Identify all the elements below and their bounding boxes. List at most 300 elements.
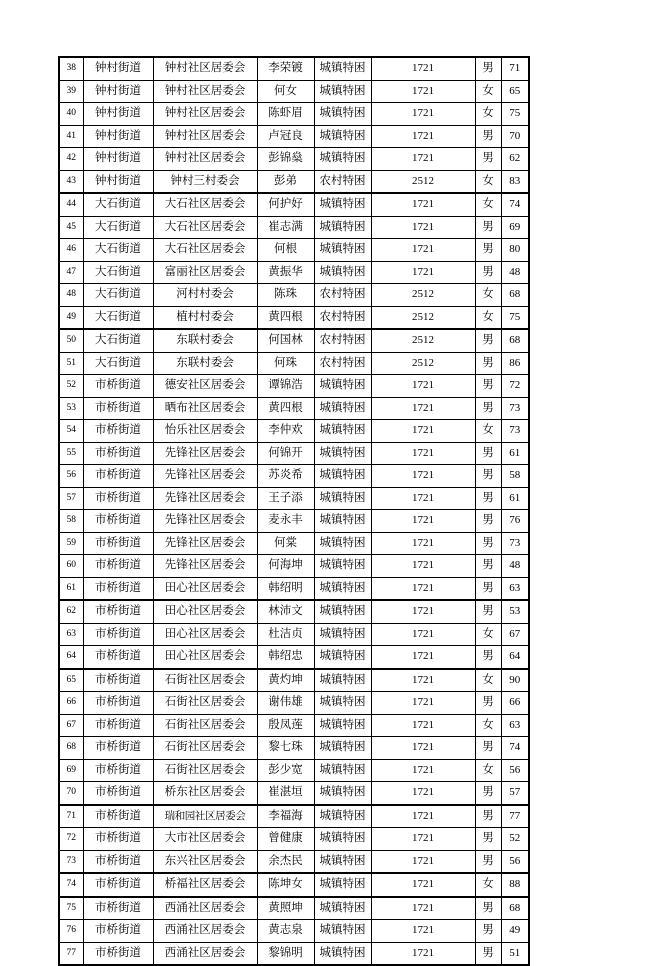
- row-index-cell: 70: [59, 782, 83, 805]
- person-name-cell: 彭弟: [257, 170, 314, 193]
- amount-cell: 1721: [371, 942, 475, 965]
- table-row: [59, 782, 529, 805]
- person-name-cell: 韩绍忠: [257, 646, 314, 669]
- street-cell: 大石街道: [83, 193, 153, 216]
- category-cell: 城镇特困: [314, 193, 371, 216]
- age-cell: 63: [501, 714, 529, 737]
- person-name-cell: 李仲欢: [257, 420, 314, 443]
- row-index-cell: 55: [59, 442, 83, 465]
- gender-cell: 女: [475, 623, 501, 646]
- row-index-cell: 62: [59, 600, 83, 623]
- table-row: [59, 103, 529, 126]
- age-cell: 74: [501, 193, 529, 216]
- street-cell: 市桥街道: [83, 669, 153, 692]
- gender-cell: 男: [475, 442, 501, 465]
- table-row: [59, 57, 529, 80]
- amount-cell: 1721: [371, 669, 475, 692]
- age-cell: 66: [501, 692, 529, 715]
- gender-cell: 女: [475, 759, 501, 782]
- gender-cell: 男: [475, 646, 501, 669]
- category-cell: 农村特困: [314, 352, 371, 375]
- amount-cell: 1721: [371, 850, 475, 873]
- row-index-cell: 54: [59, 420, 83, 443]
- community-cell: 晒布社区居委会: [153, 397, 257, 420]
- community-cell: 先锋社区居委会: [153, 532, 257, 555]
- row-index-cell: 43: [59, 170, 83, 193]
- person-name-cell: 李福海: [257, 805, 314, 828]
- community-cell: 田心社区居委会: [153, 646, 257, 669]
- amount-cell: 2512: [371, 329, 475, 352]
- table-row: [59, 465, 529, 488]
- table-row: [59, 375, 529, 398]
- row-index-cell: 42: [59, 148, 83, 171]
- amount-cell: 1721: [371, 193, 475, 216]
- row-index-cell: 69: [59, 759, 83, 782]
- street-cell: 市桥街道: [83, 828, 153, 851]
- row-index-cell: 59: [59, 532, 83, 555]
- person-name-cell: 卢冠良: [257, 125, 314, 148]
- community-cell: 石街社区居委会: [153, 669, 257, 692]
- row-index-cell: 41: [59, 125, 83, 148]
- street-cell: 市桥街道: [83, 897, 153, 920]
- table-row: [59, 193, 529, 216]
- category-cell: 城镇特困: [314, 714, 371, 737]
- age-cell: 53: [501, 600, 529, 623]
- street-cell: 大石街道: [83, 216, 153, 239]
- person-name-cell: 杜洁贞: [257, 623, 314, 646]
- age-cell: 72: [501, 375, 529, 398]
- age-cell: 56: [501, 850, 529, 873]
- street-cell: 市桥街道: [83, 942, 153, 965]
- category-cell: 城镇特困: [314, 897, 371, 920]
- community-cell: 钟村社区居委会: [153, 125, 257, 148]
- amount-cell: 1721: [371, 420, 475, 443]
- table-row: [59, 623, 529, 646]
- street-cell: 市桥街道: [83, 805, 153, 828]
- row-index-cell: 77: [59, 942, 83, 965]
- table-row: [59, 600, 529, 623]
- row-index-cell: 66: [59, 692, 83, 715]
- age-cell: 61: [501, 442, 529, 465]
- gender-cell: 男: [475, 782, 501, 805]
- row-index-cell: 47: [59, 261, 83, 284]
- person-name-cell: 何女: [257, 80, 314, 103]
- age-cell: 49: [501, 920, 529, 943]
- table-row: [59, 555, 529, 578]
- community-cell: 钟村社区居委会: [153, 148, 257, 171]
- street-cell: 市桥街道: [83, 532, 153, 555]
- category-cell: 农村特困: [314, 284, 371, 307]
- row-index-cell: 67: [59, 714, 83, 737]
- table-row: [59, 942, 529, 965]
- street-cell: 大石街道: [83, 329, 153, 352]
- gender-cell: 男: [475, 125, 501, 148]
- age-cell: 68: [501, 329, 529, 352]
- street-cell: 大石街道: [83, 239, 153, 262]
- row-index-cell: 71: [59, 805, 83, 828]
- table-body: [59, 57, 529, 965]
- person-name-cell: 陈珠: [257, 284, 314, 307]
- person-name-cell: 李荣镀: [257, 57, 314, 80]
- street-cell: 大石街道: [83, 284, 153, 307]
- street-cell: 市桥街道: [83, 646, 153, 669]
- amount-cell: 1721: [371, 646, 475, 669]
- amount-cell: 1721: [371, 261, 475, 284]
- age-cell: 86: [501, 352, 529, 375]
- person-name-cell: 何国林: [257, 329, 314, 352]
- amount-cell: 1721: [371, 216, 475, 239]
- person-name-cell: 黎锦明: [257, 942, 314, 965]
- community-cell: 桥东社区居委会: [153, 782, 257, 805]
- community-cell: 富丽社区居委会: [153, 261, 257, 284]
- row-index-cell: 50: [59, 329, 83, 352]
- amount-cell: 1721: [371, 125, 475, 148]
- gender-cell: 男: [475, 216, 501, 239]
- age-cell: 62: [501, 148, 529, 171]
- community-cell: 西涌社区居委会: [153, 897, 257, 920]
- category-cell: 城镇特困: [314, 669, 371, 692]
- person-name-cell: 何海坤: [257, 555, 314, 578]
- gender-cell: 女: [475, 306, 501, 329]
- gender-cell: 男: [475, 532, 501, 555]
- amount-cell: 1721: [371, 737, 475, 760]
- category-cell: 农村特困: [314, 329, 371, 352]
- table-row: [59, 306, 529, 329]
- street-cell: 市桥街道: [83, 692, 153, 715]
- community-cell: 田心社区居委会: [153, 600, 257, 623]
- age-cell: 61: [501, 487, 529, 510]
- row-index-cell: 72: [59, 828, 83, 851]
- amount-cell: 1721: [371, 532, 475, 555]
- community-cell: 大石社区居委会: [153, 216, 257, 239]
- amount-cell: 1721: [371, 442, 475, 465]
- community-cell: 石街社区居委会: [153, 714, 257, 737]
- category-cell: 城镇特困: [314, 148, 371, 171]
- table-row: [59, 420, 529, 443]
- amount-cell: 1721: [371, 623, 475, 646]
- street-cell: 大石街道: [83, 306, 153, 329]
- gender-cell: 男: [475, 375, 501, 398]
- community-cell: 田心社区居委会: [153, 577, 257, 600]
- community-cell: 西涌社区居委会: [153, 942, 257, 965]
- age-cell: 76: [501, 510, 529, 533]
- amount-cell: 1721: [371, 397, 475, 420]
- amount-cell: 1721: [371, 873, 475, 897]
- community-cell: 大石社区居委会: [153, 193, 257, 216]
- gender-cell: 女: [475, 170, 501, 193]
- gender-cell: 男: [475, 850, 501, 873]
- table-row: [59, 532, 529, 555]
- table-row: [59, 692, 529, 715]
- person-name-cell: 陈虾眉: [257, 103, 314, 126]
- gender-cell: 男: [475, 239, 501, 262]
- category-cell: 城镇特困: [314, 692, 371, 715]
- age-cell: 77: [501, 805, 529, 828]
- community-cell: 钟村社区居委会: [153, 57, 257, 80]
- person-name-cell: 何锦开: [257, 442, 314, 465]
- table-row: [59, 646, 529, 669]
- age-cell: 64: [501, 646, 529, 669]
- person-name-cell: 韩绍明: [257, 577, 314, 600]
- row-index-cell: 74: [59, 873, 83, 897]
- amount-cell: 1721: [371, 239, 475, 262]
- age-cell: 73: [501, 532, 529, 555]
- person-name-cell: 麦永丰: [257, 510, 314, 533]
- amount-cell: 2512: [371, 306, 475, 329]
- person-name-cell: 林沛文: [257, 600, 314, 623]
- table-row: [59, 577, 529, 600]
- amount-cell: 1721: [371, 782, 475, 805]
- community-cell: 桥福社区居委会: [153, 873, 257, 897]
- person-name-cell: 殷凤莲: [257, 714, 314, 737]
- category-cell: 城镇特困: [314, 737, 371, 760]
- amount-cell: 1721: [371, 759, 475, 782]
- age-cell: 68: [501, 897, 529, 920]
- gender-cell: 女: [475, 193, 501, 216]
- gender-cell: 男: [475, 555, 501, 578]
- category-cell: 城镇特困: [314, 487, 371, 510]
- amount-cell: 1721: [371, 103, 475, 126]
- category-cell: 城镇特困: [314, 873, 371, 897]
- street-cell: 市桥街道: [83, 420, 153, 443]
- age-cell: 63: [501, 577, 529, 600]
- row-index-cell: 44: [59, 193, 83, 216]
- gender-cell: 男: [475, 897, 501, 920]
- street-cell: 大石街道: [83, 352, 153, 375]
- person-name-cell: 黄四根: [257, 306, 314, 329]
- age-cell: 52: [501, 828, 529, 851]
- person-name-cell: 谭锦浩: [257, 375, 314, 398]
- community-cell: 东联村委会: [153, 352, 257, 375]
- beneficiary-table: [58, 56, 530, 966]
- row-index-cell: 75: [59, 897, 83, 920]
- category-cell: 城镇特困: [314, 375, 371, 398]
- category-cell: 城镇特困: [314, 442, 371, 465]
- table-row: [59, 80, 529, 103]
- person-name-cell: 黎七珠: [257, 737, 314, 760]
- community-cell: 大石社区居委会: [153, 239, 257, 262]
- street-cell: 市桥街道: [83, 465, 153, 488]
- category-cell: 城镇特困: [314, 577, 371, 600]
- category-cell: 城镇特困: [314, 920, 371, 943]
- gender-cell: 女: [475, 420, 501, 443]
- person-name-cell: 余杰民: [257, 850, 314, 873]
- table-row: [59, 442, 529, 465]
- table-row: [59, 216, 529, 239]
- street-cell: 市桥街道: [83, 577, 153, 600]
- person-name-cell: 彭锦燊: [257, 148, 314, 171]
- person-name-cell: 苏炎希: [257, 465, 314, 488]
- age-cell: 74: [501, 737, 529, 760]
- age-cell: 67: [501, 623, 529, 646]
- community-cell: 大市社区居委会: [153, 828, 257, 851]
- table-container: [58, 56, 528, 966]
- age-cell: 69: [501, 216, 529, 239]
- category-cell: 城镇特困: [314, 555, 371, 578]
- category-cell: 城镇特困: [314, 646, 371, 669]
- gender-cell: 男: [475, 737, 501, 760]
- amount-cell: 1721: [371, 465, 475, 488]
- gender-cell: 男: [475, 828, 501, 851]
- category-cell: 城镇特困: [314, 510, 371, 533]
- amount-cell: 2512: [371, 170, 475, 193]
- table-row: [59, 897, 529, 920]
- gender-cell: 女: [475, 284, 501, 307]
- street-cell: 市桥街道: [83, 623, 153, 646]
- person-name-cell: 何棠: [257, 532, 314, 555]
- row-index-cell: 48: [59, 284, 83, 307]
- gender-cell: 女: [475, 80, 501, 103]
- table-row: [59, 284, 529, 307]
- gender-cell: 男: [475, 577, 501, 600]
- category-cell: 城镇特困: [314, 397, 371, 420]
- category-cell: 城镇特困: [314, 80, 371, 103]
- gender-cell: 男: [475, 600, 501, 623]
- person-name-cell: 何根: [257, 239, 314, 262]
- community-cell: 先锋社区居委会: [153, 510, 257, 533]
- category-cell: 农村特困: [314, 306, 371, 329]
- community-cell: 先锋社区居委会: [153, 442, 257, 465]
- row-index-cell: 53: [59, 397, 83, 420]
- age-cell: 75: [501, 306, 529, 329]
- age-cell: 80: [501, 239, 529, 262]
- gender-cell: 男: [475, 692, 501, 715]
- gender-cell: 男: [475, 329, 501, 352]
- street-cell: 钟村街道: [83, 170, 153, 193]
- amount-cell: 1721: [371, 920, 475, 943]
- table-row: [59, 352, 529, 375]
- community-cell: 河村村委会: [153, 284, 257, 307]
- street-cell: 市桥街道: [83, 714, 153, 737]
- age-cell: 73: [501, 420, 529, 443]
- gender-cell: 男: [475, 148, 501, 171]
- category-cell: 城镇特困: [314, 828, 371, 851]
- table-row: [59, 148, 529, 171]
- table-row: [59, 714, 529, 737]
- table-row: [59, 920, 529, 943]
- street-cell: 市桥街道: [83, 920, 153, 943]
- table-row: [59, 397, 529, 420]
- community-cell: 先锋社区居委会: [153, 487, 257, 510]
- street-cell: 市桥街道: [83, 510, 153, 533]
- street-cell: 市桥街道: [83, 759, 153, 782]
- amount-cell: 1721: [371, 375, 475, 398]
- category-cell: 城镇特困: [314, 942, 371, 965]
- amount-cell: 1721: [371, 510, 475, 533]
- community-cell: 怡乐社区居委会: [153, 420, 257, 443]
- amount-cell: 1721: [371, 897, 475, 920]
- category-cell: 城镇特困: [314, 125, 371, 148]
- row-index-cell: 46: [59, 239, 83, 262]
- community-cell: 东联村委会: [153, 329, 257, 352]
- row-index-cell: 45: [59, 216, 83, 239]
- gender-cell: 女: [475, 103, 501, 126]
- table-row: [59, 239, 529, 262]
- age-cell: 83: [501, 170, 529, 193]
- street-cell: 钟村街道: [83, 80, 153, 103]
- person-name-cell: 曾健康: [257, 828, 314, 851]
- person-name-cell: 黄灼坤: [257, 669, 314, 692]
- community-cell: 植村村委会: [153, 306, 257, 329]
- category-cell: 城镇特困: [314, 216, 371, 239]
- table-row: [59, 873, 529, 897]
- category-cell: 城镇特困: [314, 57, 371, 80]
- table-row: [59, 850, 529, 873]
- street-cell: 市桥街道: [83, 600, 153, 623]
- gender-cell: 女: [475, 669, 501, 692]
- category-cell: 城镇特困: [314, 532, 371, 555]
- gender-cell: 男: [475, 261, 501, 284]
- row-index-cell: 63: [59, 623, 83, 646]
- person-name-cell: 黄志泉: [257, 920, 314, 943]
- category-cell: 城镇特困: [314, 850, 371, 873]
- row-index-cell: 58: [59, 510, 83, 533]
- community-cell: 东兴社区居委会: [153, 850, 257, 873]
- community-cell: 石街社区居委会: [153, 692, 257, 715]
- table-row: [59, 170, 529, 193]
- street-cell: 大石街道: [83, 261, 153, 284]
- table-row: [59, 329, 529, 352]
- age-cell: 51: [501, 942, 529, 965]
- person-name-cell: 何珠: [257, 352, 314, 375]
- age-cell: 75: [501, 103, 529, 126]
- amount-cell: 1721: [371, 805, 475, 828]
- person-name-cell: 黄照坤: [257, 897, 314, 920]
- row-index-cell: 64: [59, 646, 83, 669]
- age-cell: 48: [501, 555, 529, 578]
- street-cell: 市桥街道: [83, 375, 153, 398]
- street-cell: 钟村街道: [83, 57, 153, 80]
- row-index-cell: 65: [59, 669, 83, 692]
- gender-cell: 男: [475, 920, 501, 943]
- amount-cell: 2512: [371, 284, 475, 307]
- gender-cell: 男: [475, 465, 501, 488]
- row-index-cell: 52: [59, 375, 83, 398]
- person-name-cell: 崔湛垣: [257, 782, 314, 805]
- age-cell: 71: [501, 57, 529, 80]
- person-name-cell: 彭少宽: [257, 759, 314, 782]
- street-cell: 钟村街道: [83, 148, 153, 171]
- amount-cell: 1721: [371, 600, 475, 623]
- row-index-cell: 68: [59, 737, 83, 760]
- person-name-cell: 陈坤女: [257, 873, 314, 897]
- person-name-cell: 王子添: [257, 487, 314, 510]
- row-index-cell: 39: [59, 80, 83, 103]
- row-index-cell: 61: [59, 577, 83, 600]
- table-row: [59, 669, 529, 692]
- row-index-cell: 73: [59, 850, 83, 873]
- category-cell: 城镇特困: [314, 103, 371, 126]
- community-cell: 石街社区居委会: [153, 759, 257, 782]
- category-cell: 农村特困: [314, 170, 371, 193]
- row-index-cell: 40: [59, 103, 83, 126]
- category-cell: 城镇特困: [314, 420, 371, 443]
- category-cell: 城镇特困: [314, 782, 371, 805]
- gender-cell: 男: [475, 942, 501, 965]
- person-name-cell: 黄振华: [257, 261, 314, 284]
- community-cell: 钟村社区居委会: [153, 80, 257, 103]
- gender-cell: 男: [475, 57, 501, 80]
- street-cell: 市桥街道: [83, 850, 153, 873]
- age-cell: 65: [501, 80, 529, 103]
- category-cell: 城镇特困: [314, 261, 371, 284]
- gender-cell: 女: [475, 873, 501, 897]
- row-index-cell: 76: [59, 920, 83, 943]
- row-index-cell: 57: [59, 487, 83, 510]
- category-cell: 城镇特困: [314, 623, 371, 646]
- gender-cell: 男: [475, 487, 501, 510]
- community-cell: 先锋社区居委会: [153, 555, 257, 578]
